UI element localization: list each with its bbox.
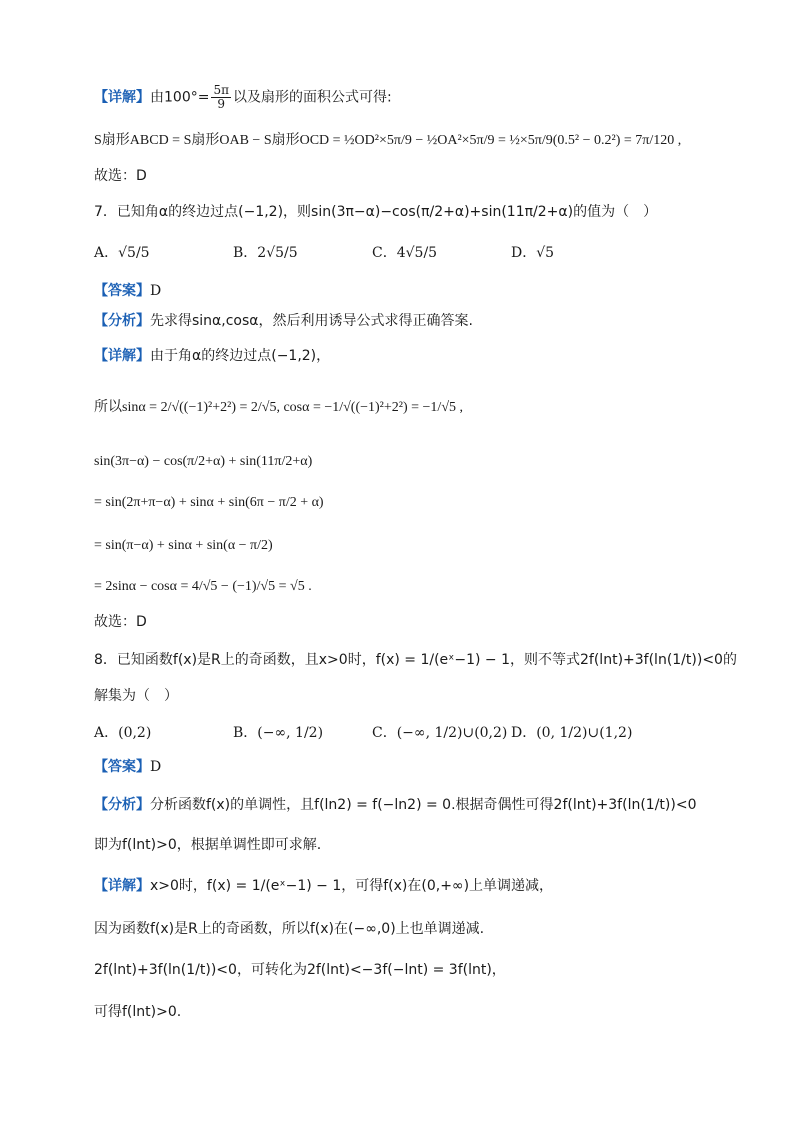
q7-detail [94,346,330,366]
q7-step-4: = sin(π−α) + sinα + sin(α − π/2) [94,538,273,553]
question-8: 8．已知函数f(x)是R上的奇函数，且x>0时，f(x) = 1/(eˣ−1) − 1，则不等式2f(lnt)+3f(ln(1/t))<0的 [94,652,737,668]
q8-detail-4: 可得f(lnt)>0. [94,1004,182,1020]
analysis-tag: 【分析】 [94,797,150,813]
q8-analysis-cont: 即为f(lnt)>0，根据单调性即可求解. [94,837,322,853]
q7-choose-answer: 故选：D [94,614,147,630]
q7-option-a: A．√5/5 [94,245,150,261]
fraction [211,84,231,111]
choose-answer-text: 故选：D [94,168,147,184]
q7-analysis [94,311,473,331]
q7-option-b: B．2√5/5 [233,245,298,261]
q8-detail [94,876,553,896]
question-7: 7．已知角α的终边过点(−1,2)，则sin(3π−α)−cos(π/2+α)+sin(11π/2+α)的值为（ ） [94,204,658,220]
answer-value: D [150,759,162,775]
detail-line-1 [94,84,392,111]
q7-option-c: C．4√5/5 [372,245,438,261]
detail-tag: 【详解】 [94,89,150,106]
q8-option-b: B．(−∞, 1/2) [233,725,324,741]
analysis-text: 先求得sinα,cosα，然后利用诱导公式求得正确答案. [150,313,473,329]
q8-answer [94,757,161,777]
question-8-cont: 解集为（ ） [94,688,178,704]
q8-option-c: C．(−∞, 1/2)∪(0,2) [372,725,508,741]
sector-area-formula: S扇形ABCD = S扇形OAB − S扇形OCD = ½OD²×5π/9 − ½OA²×5π/9 = ½×5π/9(0.5² − 0.2²) = 7π/120 , [94,133,682,148]
detail-tag: 【详解】 [94,348,150,364]
detail-text: 由100°= [150,89,210,106]
q8-analysis [94,795,696,815]
analysis-text: 分析函数f(x)的单调性，且f(ln2) = f(−ln2) = 0.根据奇偶性可得2f(lnt)+3f(ln(1/t))<0 [150,797,697,813]
q7-answer [94,281,161,301]
detail-text: x>0时，f(x) = 1/(eˣ−1) − 1，可得f(x)在(0,+∞)上单调递减， [150,878,554,894]
q7-step-2: sin(3π−α) − cos(π/2+α) + sin(11π/2+α) [94,454,313,469]
answer-tag: 【答案】 [94,759,150,775]
fraction-numerator: 5π [213,83,229,97]
q7-step-3: = sin(2π+π−α) + sinα + sin(6π − π/2 + α) [94,495,324,510]
q8-detail-3: 2f(lnt)+3f(ln(1/t))<0，可转化为2f(lnt)<−3f(−lnt) = 3f(lnt)， [94,962,506,978]
q7-step-5: = 2sinα − cosα = 4/√5 − (−1)/√5 = √5 . [94,579,312,594]
q8-detail-2: 因为函数f(x)是R上的奇函数，所以f(x)在(−∞,0)上也单调递减. [94,921,485,937]
q8-option-d: D．(0, 1/2)∪(1,2) [511,725,633,741]
q7-step-1: 所以sinα = 2/√((−1)²+2²) = 2/√5, cosα = −1/√((−1)²+2²) = −1/√5 , [94,400,464,415]
q8-option-a: A．(0,2) [94,725,152,741]
q7-option-d: D．√5 [511,245,555,261]
detail-tag: 【详解】 [94,878,150,894]
fraction-denominator: 9 [217,97,226,111]
detail-text: 由于角α的终边过点(−1,2)， [150,348,331,364]
answer-value: D [150,283,162,299]
answer-tag: 【答案】 [94,283,150,299]
detail-tail: 以及扇形的面积公式可得: [232,89,392,106]
analysis-tag: 【分析】 [94,313,150,329]
